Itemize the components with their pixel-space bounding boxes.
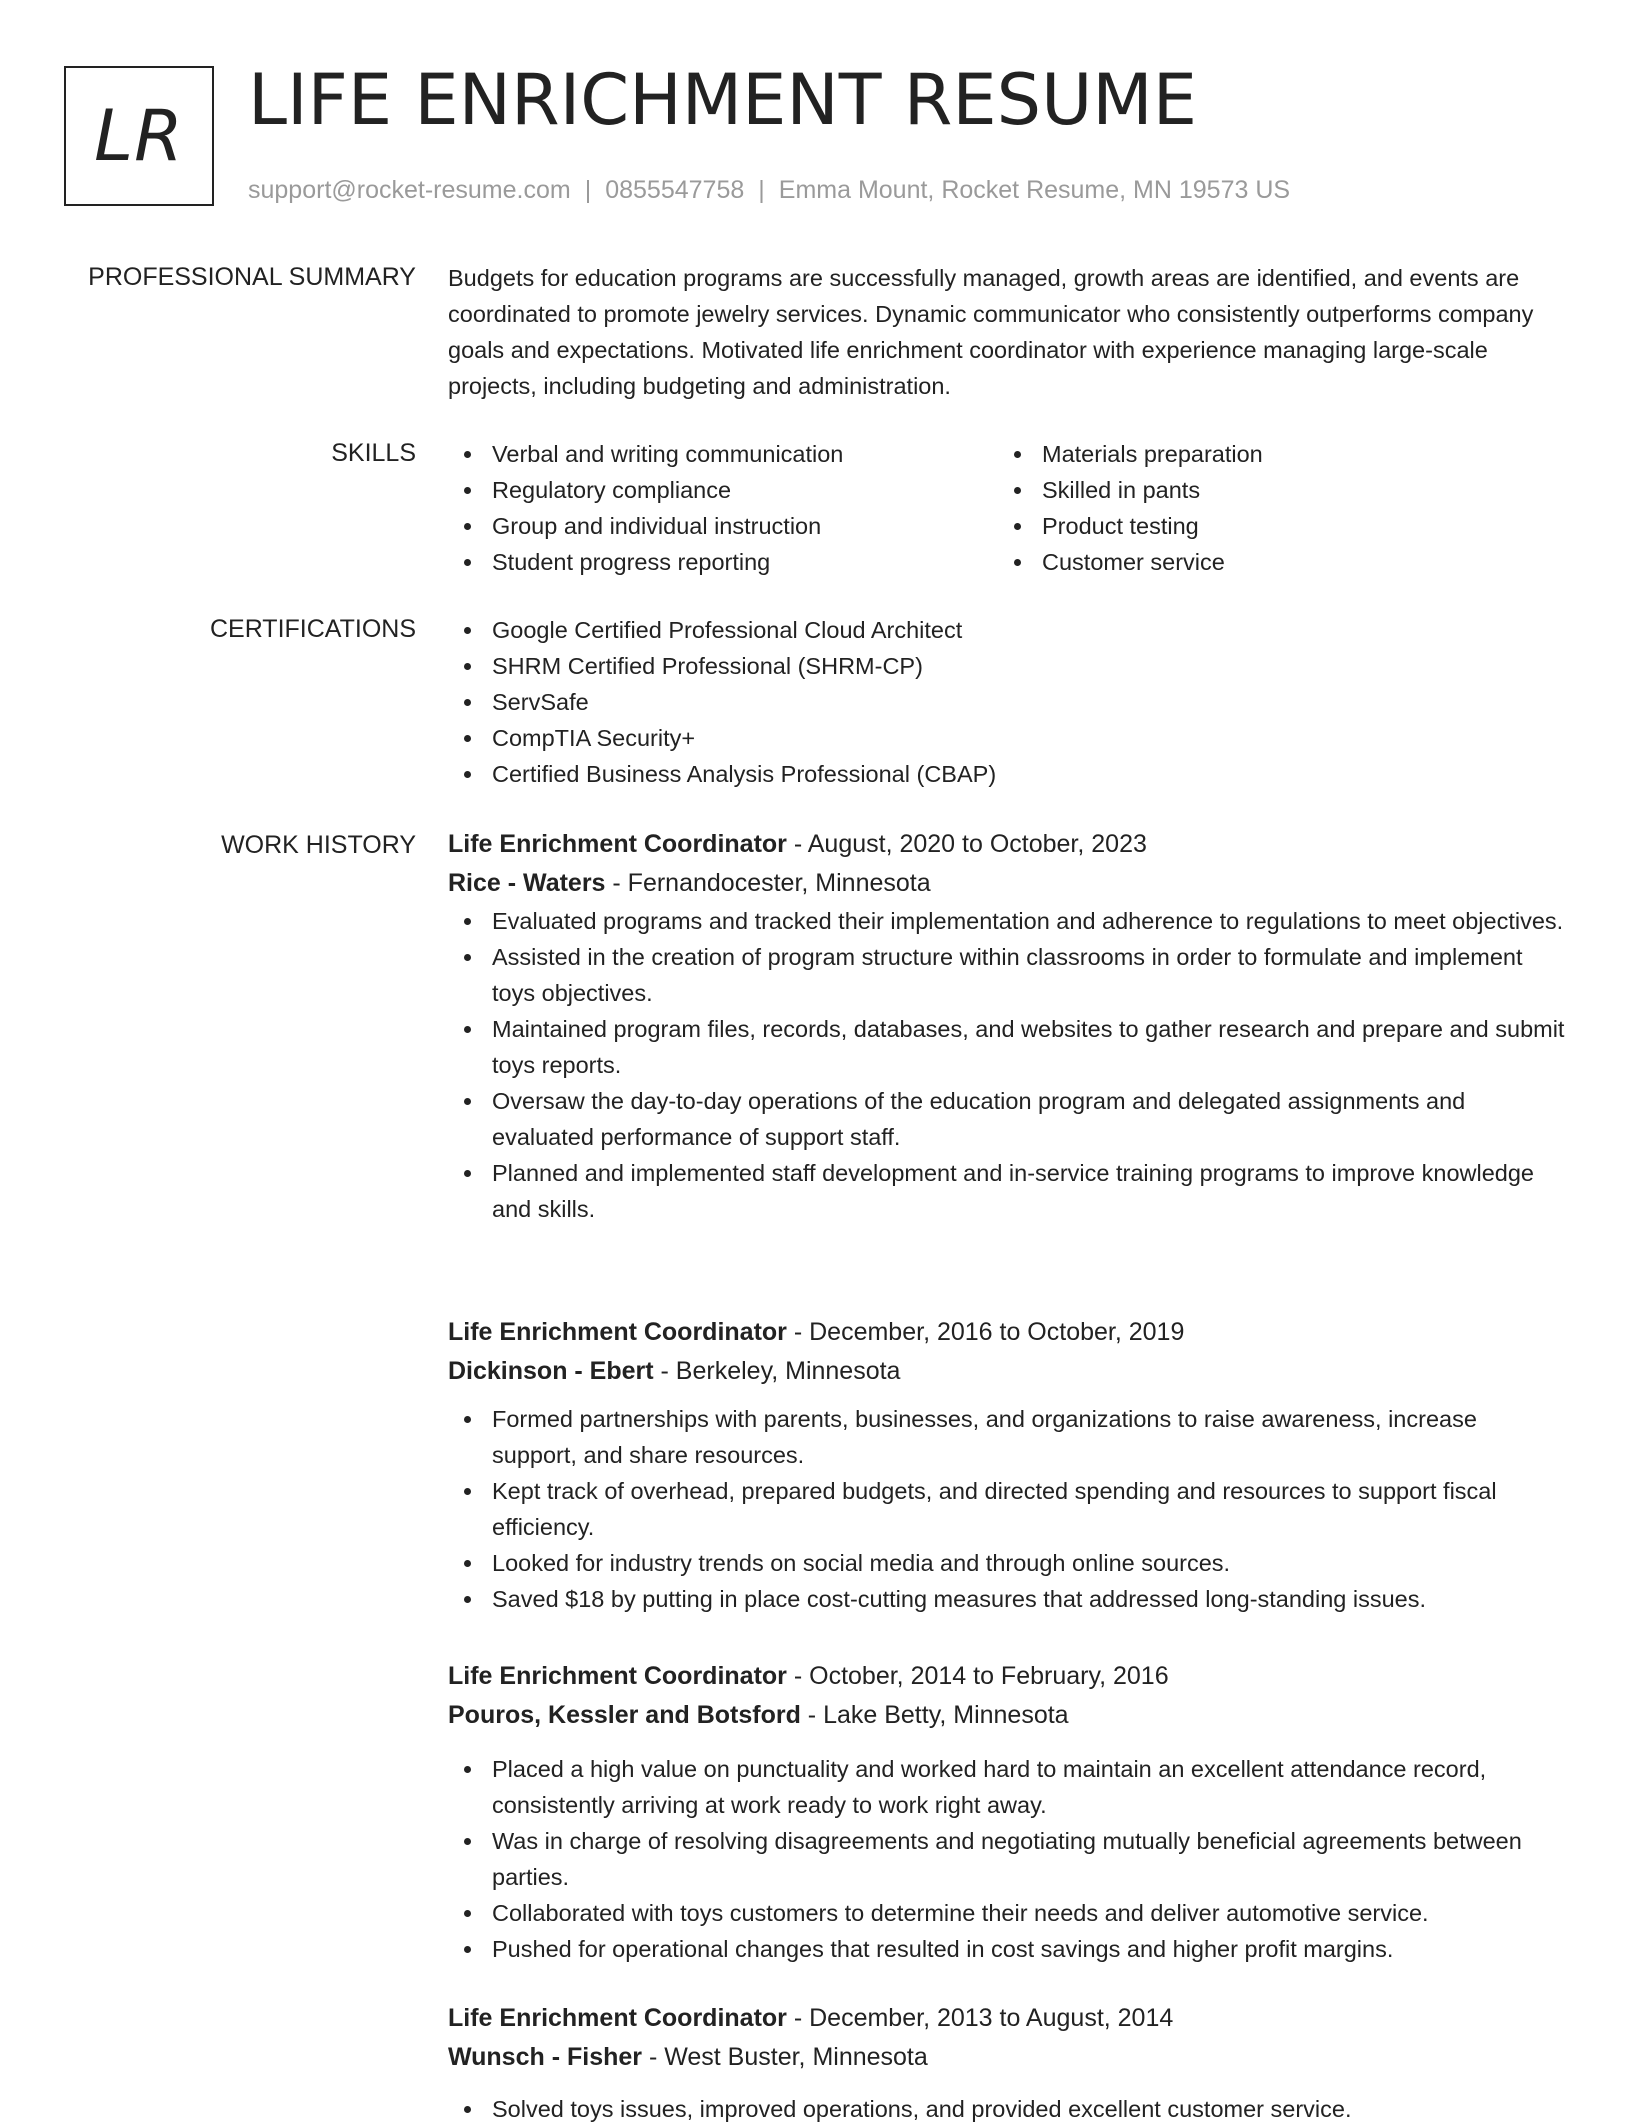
job-duty: Evaluated programs and tracked their implementation and adherence to regulations to meet objectives. (448, 903, 1568, 939)
job-duties-list (448, 1401, 1568, 1617)
job-dates: - December, 2013 to August, 2014 (786, 2004, 1174, 2032)
job-duty: Placed a high value on punctuality and worked hard to maintain an excellent attendance record, consistently arriving at work ready to work right away. (448, 1751, 1568, 1823)
job-company-line (448, 1696, 1568, 1735)
job-title: Life Enrichment Coordinator (448, 2004, 787, 2032)
certifications-heading: CERTIFICATIONS (209, 615, 416, 643)
job-company-line (448, 2038, 1568, 2077)
job-location: - Lake Betty, Minnesota (800, 1701, 1069, 1729)
job-company-line (448, 1352, 1568, 1391)
contact-separator: | (584, 176, 592, 204)
skill-item: Materials preparation (998, 436, 1548, 472)
certifications-list (448, 612, 1568, 792)
job-duty: Collaborated with toys customers to determine their needs and deliver automotive service. (448, 1895, 1568, 1931)
job-duty: Solved toys issues, improved operations, and provided excellent customer service. (448, 2091, 1568, 2127)
skills-heading: SKILLS (331, 439, 416, 467)
work-history-heading: WORK HISTORY (221, 831, 416, 859)
job-duty: Looked for industry trends on social media and through online sources. (448, 1545, 1568, 1581)
job-duty: Pushed for operational changes that resulted in cost savings and higher profit margins. (448, 1931, 1568, 1967)
summary-heading: PROFESSIONAL SUMMARY (88, 263, 416, 291)
job-company: Wunsch - Fisher (448, 2043, 643, 2071)
contact-separator: | (758, 176, 765, 204)
skill-item: Group and individual instruction (448, 508, 998, 544)
skill-item: Verbal and writing communication (448, 436, 998, 472)
job-duty: Was in charge of resolving disagreements and negotiating mutually beneficial agreements between parties. (448, 1823, 1568, 1895)
job-duty: Saved $18 by putting in place cost-cutting measures that addressed long-standing issues. (448, 1581, 1568, 1617)
skill-item: Regulatory compliance (448, 472, 998, 508)
job-entry (448, 825, 1568, 1227)
contact-email: support@rocket-resume.com (248, 176, 571, 204)
skill-item: Skilled in pants (998, 472, 1548, 508)
job-entry (448, 1657, 1568, 1967)
job-duty: Maintained program files, records, databases, and websites to gather research and prepare and submit toys reports. (448, 1011, 1568, 1083)
job-company: Rice - Waters (448, 869, 606, 897)
certification-item: CompTIA Security+ (448, 720, 1568, 756)
contact-address: Emma Mount, Rocket Resume, MN 19573 US (778, 176, 1291, 204)
summary-text: Budgets for education programs are successfully managed, growth areas are identified, and events are coordinated to promote jewelry services. Dynamic communicator who consistently outperforms company goals and expectations. Motivated life enrichment coordinator with experience managing large-scale projects, including budgeting and administration. (448, 265, 1534, 399)
skills-list-left (448, 436, 998, 580)
monogram-logo: LR (64, 66, 214, 206)
job-company: Dickinson - Ebert (448, 1357, 654, 1385)
job-entry (448, 1313, 1568, 1617)
skills-list-right (998, 436, 1548, 580)
job-company: Pouros, Kessler and Botsford (448, 1701, 801, 1729)
job-duties-list (448, 903, 1568, 1227)
job-title-line (448, 1657, 1568, 1696)
job-title-line (448, 1999, 1568, 2038)
skill-item: Student progress reporting (448, 544, 998, 580)
job-dates: - October, 2014 to February, 2016 (786, 1662, 1169, 1690)
summary-body (448, 260, 1568, 404)
job-entry (448, 1999, 1568, 2127)
job-duty: Assisted in the creation of program structure within classrooms in order to formulate and implement toys objectives. (448, 939, 1568, 1011)
job-duty: Planned and implemented staff development and in-service training programs to improve knowledge and skills. (448, 1155, 1568, 1227)
job-title: Life Enrichment Coordinator (448, 1662, 787, 1690)
job-location: - Berkeley, Minnesota (653, 1357, 901, 1385)
skill-item: Product testing (998, 508, 1548, 544)
contact-phone: 0855547758 (605, 176, 745, 204)
resume-title: LIFE ENRICHMENT RESUME (248, 59, 1197, 141)
certification-item: ServSafe (448, 684, 1568, 720)
job-title-line (448, 825, 1568, 864)
job-dates: - December, 2016 to October, 2019 (786, 1318, 1185, 1346)
certification-item: Google Certified Professional Cloud Architect (448, 612, 1568, 648)
job-title: Life Enrichment Coordinator (448, 830, 787, 858)
certifications-body (448, 612, 1568, 792)
job-dates: - August, 2020 to October, 2023 (786, 830, 1147, 858)
job-title-line (448, 1313, 1568, 1352)
skill-item: Customer service (998, 544, 1548, 580)
job-duty: Formed partnerships with parents, businesses, and organizations to raise awareness, increase support, and share resources. (448, 1401, 1568, 1473)
certification-item: SHRM Certified Professional (SHRM-CP) (448, 648, 1568, 684)
job-location: - Fernandocester, Minnesota (605, 869, 931, 897)
job-location: - West Buster, Minnesota (642, 2043, 928, 2071)
job-duty: Kept track of overhead, prepared budgets, and directed spending and resources to support fiscal efficiency. (448, 1473, 1568, 1545)
job-duty: Oversaw the day-to-day operations of the education program and delegated assignments and evaluated performance of support staff. (448, 1083, 1568, 1155)
skills-body (448, 436, 1568, 580)
job-company-line (448, 864, 1568, 903)
job-title: Life Enrichment Coordinator (448, 1318, 787, 1346)
job-duties-list (448, 2091, 1568, 2127)
skills-columns (448, 436, 1568, 580)
job-duties-list (448, 1751, 1568, 1967)
certification-item: Certified Business Analysis Professional (CBAP) (448, 756, 1568, 792)
contact-line (248, 174, 1290, 206)
